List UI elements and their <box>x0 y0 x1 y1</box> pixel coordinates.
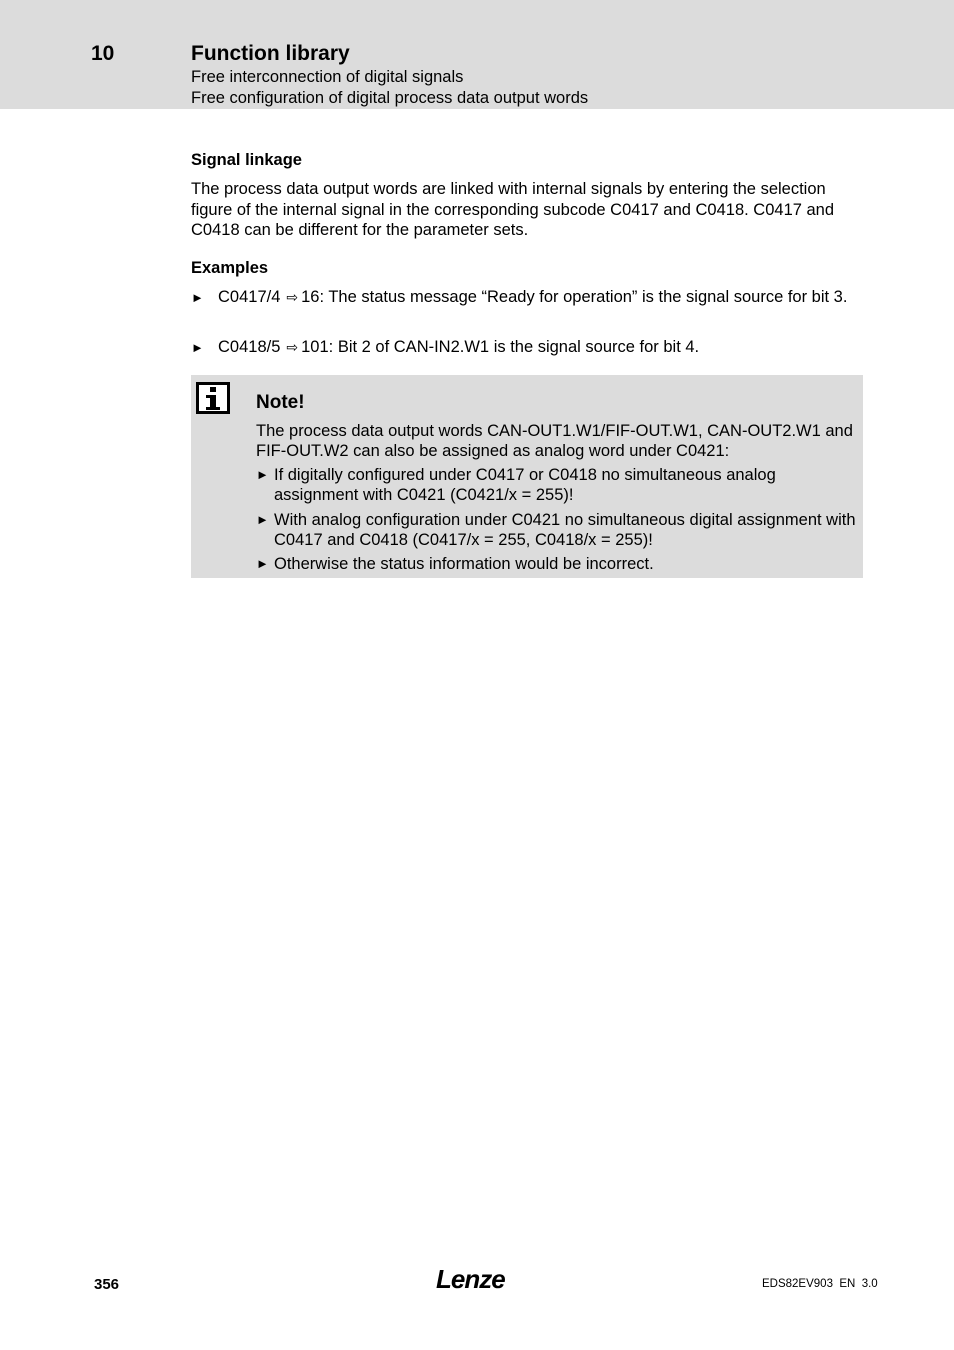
triangle-bullet-icon: ► <box>191 290 204 305</box>
lenze-logo <box>436 1265 516 1293</box>
info-icon <box>196 382 230 414</box>
signal-linkage-paragraph: The process data output words are linked with internal signals by entering the selection figure of the internal signal in the corresponding subcode C0417 and C0418. C0417 and C0418 can be different for the parameter sets. <box>191 180 835 239</box>
arrow-right-icon: ⇨ <box>286 289 299 305</box>
triangle-bullet-icon: ► <box>256 467 269 482</box>
note-box <box>191 375 863 578</box>
document-id: EDS82EV903 EN 3.0 <box>762 1278 878 1290</box>
example-text: 16: The status message “Ready for operation” is the signal source for bit 3. <box>301 288 848 306</box>
page-number: 356 <box>94 1276 120 1293</box>
subtitle: Free interconnection of digital signals <box>191 68 464 86</box>
triangle-bullet-icon: ► <box>191 340 204 355</box>
chapter-title: Function library <box>191 42 350 65</box>
triangle-bullet-icon: ► <box>256 556 269 571</box>
section-heading-signal-linkage: Signal linkage <box>191 151 302 169</box>
note-list-item: ► With analog configuration under C0421 no simultaneous digital assignment with C0417 and C0418 (C0417/x = 255, C0418/x = 255)! <box>256 511 856 549</box>
note-list-item: ► Otherwise the status information would be incorrect. <box>256 555 654 573</box>
section-heading-examples: Examples <box>191 259 269 277</box>
note-list-item: ► If digitally configured under C0417 or C0418 no simultaneous analog assignment with C0421 (C0421/x = 255)! <box>256 466 776 504</box>
note-text: The process data output words CAN-OUT1.W1/FIF-OUT.W1, CAN-OUT2.W1 and FIF-OUT.W2 can also be assigned as analog word under C0421: <box>256 422 853 460</box>
svg-text:Lenze: Lenze <box>436 1265 505 1293</box>
arrow-right-icon: ⇨ <box>286 339 299 355</box>
example-item <box>191 337 867 358</box>
triangle-bullet-icon: ► <box>256 512 269 527</box>
example-code: C0418/5 <box>218 338 281 356</box>
example-code: C0417/4 <box>218 288 281 306</box>
example-item <box>191 287 867 308</box>
subtitle: Free configuration of digital process data output words <box>191 89 589 107</box>
note-title: Note! <box>256 392 305 413</box>
example-text: 101: Bit 2 of CAN-IN2.W1 is the signal source for bit 4. <box>301 338 700 356</box>
chapter-number: 10 <box>91 42 115 65</box>
